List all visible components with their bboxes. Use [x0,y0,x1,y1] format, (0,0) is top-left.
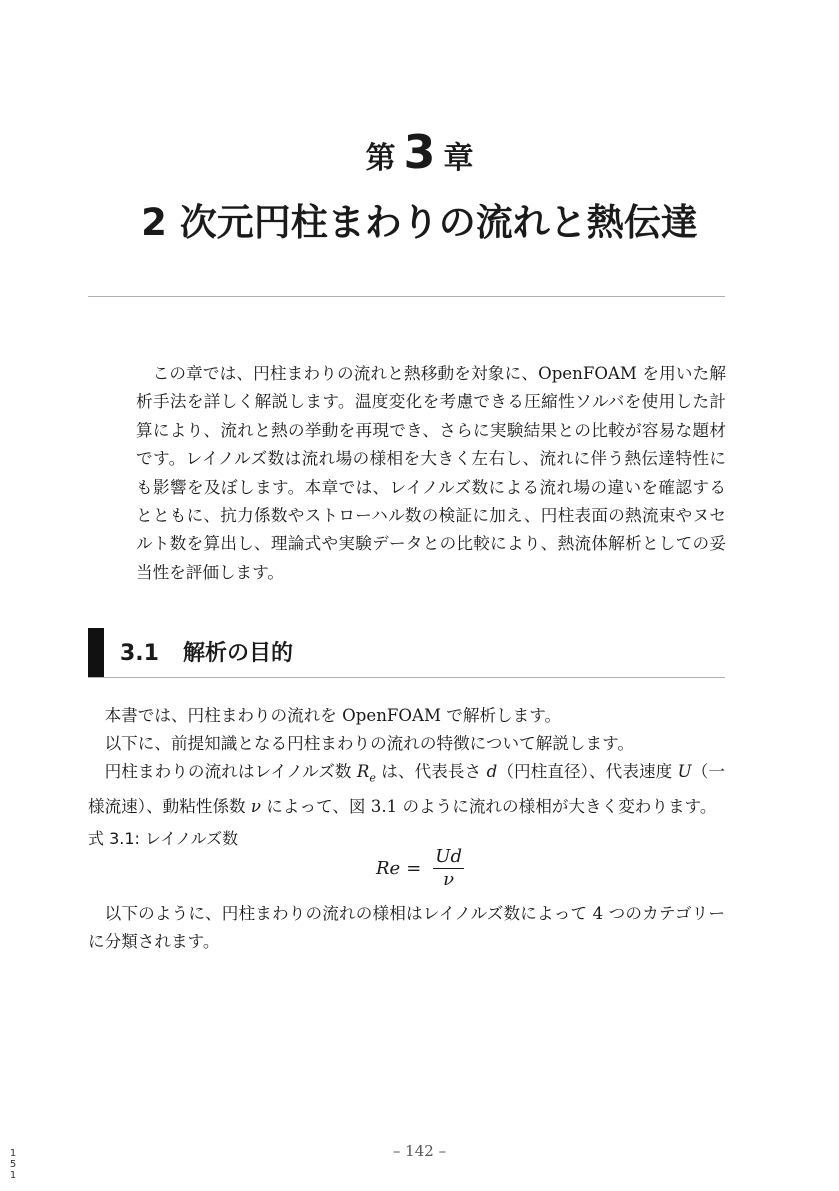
reynolds-symbol: $R_e$ [356,762,376,785]
margin-digit: 1 [9,1170,17,1181]
reynolds-equation [300,846,540,890]
section-heading [120,636,293,672]
chapter-number: 3 [403,125,436,179]
chapter-label [0,126,839,185]
chapter-abstract: この章では、円柱まわりの流れと熱移動を対象に、OpenFOAM を用いた解析手法を詳しく解説します。温度変化を考慮できる圧縮性ソルバを使用した計算により、流れと熱の挙動を再現でき、さらに実験結果との比較が容易な題材です。レイノルズ数は流れ場の様相を大きく左右し、流れに伴う熱伝達特性にも影響を及ぼします。本章では、レイノルズ数による流れ場の違いを確認するとともに、抗力係数やストローハル数の検証に加え、円柱表面の熱流束やヌセルト数を算出し、理論式や実験データとの比較により、熱流体解析としての妥当性を評価します。 [136,364,726,582]
section-title: 解析の目的 [182,641,293,666]
margin-digit: 5 [9,1159,17,1170]
margin-digit: 1 [9,1148,17,1159]
equation-fraction [433,847,464,890]
body-paragraph-4: 以下のように、円柱まわりの流れの様相はレイノルズ数によって 4 つのカテゴリーに分類されます。 [88,904,725,952]
equation-numerator: Ud [435,845,462,867]
chapter-prefix: 第 [365,141,396,176]
section-number: 3.1 [120,641,159,666]
equation-caption: 式 3.1: レイノルズ数 [88,829,239,848]
equation-denominator: ν [443,868,455,890]
margin-page-marker [8,1148,18,1181]
body-paragraph-3: 円柱まわりの流れはレイノルズ数 $R_e$ は、代表長さ d（円柱直径）、代表速度 U（一様流速）、動粘性係数 ν によって、図 3.1 のように流れの様相が大きく変わります。 [88,762,725,816]
page-number: – 142 – [392,1142,447,1160]
chapter-title: 2 次元円柱まわりの流れと熱伝達 [141,201,698,244]
viscosity-symbol: ν [250,796,262,816]
section-divider [88,677,725,678]
equation-lhs: Re [375,857,401,879]
chapter-suffix: 章 [443,141,474,176]
body-paragraph-1: 本書では、円柱まわりの流れを OpenFOAM で解析します。 [104,706,562,725]
velocity-symbol: U [677,762,692,781]
section-marker-bar [88,628,104,678]
length-symbol: d [486,762,498,781]
body-paragraph-2: 以下に、前提知識となる円柱まわりの流れの特徴について解説します。 [104,734,634,753]
equation-equals: = [406,857,422,879]
chapter-divider [88,296,725,297]
